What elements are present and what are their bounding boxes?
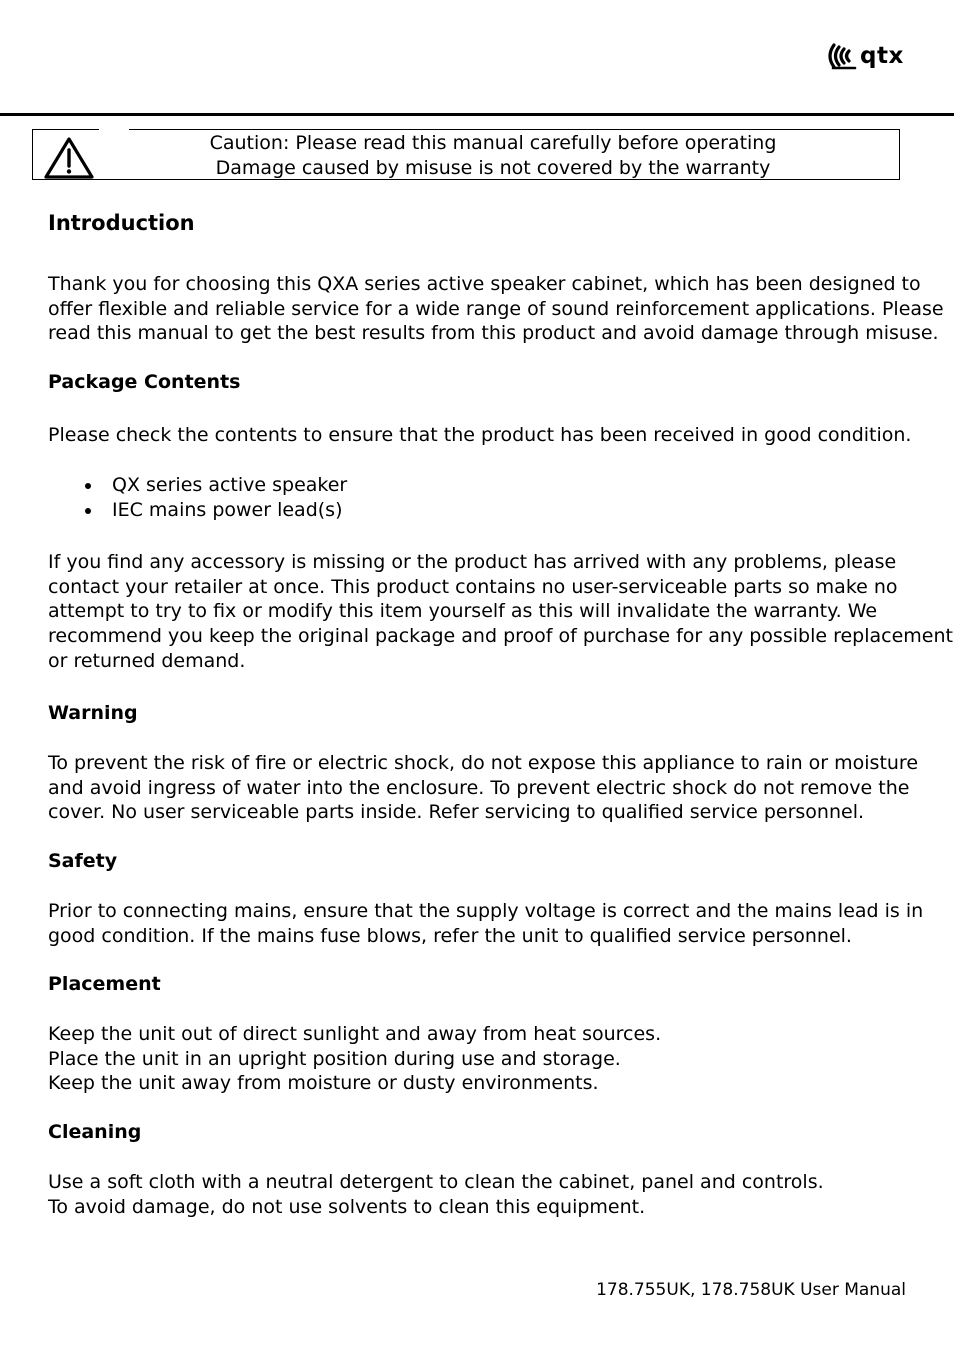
introduction-line: read this manual to get the best results from this product and avoid damage through misuse. bbox=[48, 322, 939, 345]
page-footer: 178.755UK, 178.758UK User Manual bbox=[596, 1280, 906, 1300]
caution-line-1: Caution: Please read this manual carefully before operating bbox=[209, 132, 777, 154]
safety-heading: Safety bbox=[48, 850, 118, 872]
package-contents-intro: Please check the contents to ensure that the product has been received in good condition. bbox=[48, 424, 912, 446]
qtx-logo bbox=[828, 40, 904, 72]
package-contents-note: If you find any accessory is missing or the product has arrived with any problems, please contact your retailer at once. This product contains no user-serviceable parts so make no attempt to try to fix or modify this item yourself as this will invalidate the warranty. We recommend you keep the original package and proof of purchase for any possible replacement or returned demand. bbox=[48, 551, 953, 672]
package-contents-list bbox=[48, 473, 347, 523]
placement-paragraph: Keep the unit out of direct sunlight and away from heat sources. Place the unit in an upright position during use and storage. Keep the unit away from moisture or dusty environments. bbox=[48, 1023, 662, 1095]
safety-paragraph: Prior to connecting mains, ensure that the supply voltage is correct and the mains lead is in good condition. If the mains fuse blows, refer the unit to qualified service personnel. bbox=[48, 900, 924, 947]
cleaning-heading: Cleaning bbox=[48, 1121, 142, 1143]
caution-box bbox=[32, 129, 900, 180]
caution-text bbox=[99, 131, 887, 181]
placement-heading: Placement bbox=[48, 973, 161, 995]
bullet-icon bbox=[85, 483, 91, 489]
caution-line-2: Damage caused by misuse is not covered by the warranty bbox=[215, 157, 771, 179]
warning-paragraph: To prevent the risk of fire or electric shock, do not expose this appliance to rain or moisture and avoid ingress of water into the enclosure. To prevent electric shock do not remove the cover. No user serviceable parts inside. Refer servicing to qualified service personnel. bbox=[48, 752, 919, 824]
list-item: IEC mains power lead(s) bbox=[48, 498, 347, 523]
list-item: QX series active speaker bbox=[48, 473, 347, 498]
introduction-heading: Introduction bbox=[48, 211, 195, 235]
introduction-line: Thank you for choosing this QXA series active speaker cabinet, which has been designed to bbox=[48, 273, 921, 295]
bullet-icon bbox=[85, 508, 91, 514]
warning-triangle-icon bbox=[43, 136, 95, 184]
package-contents-heading: Package Contents bbox=[48, 371, 241, 393]
header-divider bbox=[0, 113, 954, 116]
cleaning-paragraph: Use a soft cloth with a neutral detergent to clean the cabinet, panel and controls. To avoid damage, do not use solvents to clean this equipment. bbox=[48, 1171, 824, 1218]
introduction-paragraph bbox=[48, 272, 944, 346]
qtx-waves-logo-icon bbox=[828, 41, 858, 71]
introduction-line: offer flexible and reliable service for a wide range of sound reinforcement applications. Please bbox=[48, 297, 944, 320]
warning-heading: Warning bbox=[48, 702, 138, 724]
logo-text: qtx bbox=[860, 42, 904, 69]
